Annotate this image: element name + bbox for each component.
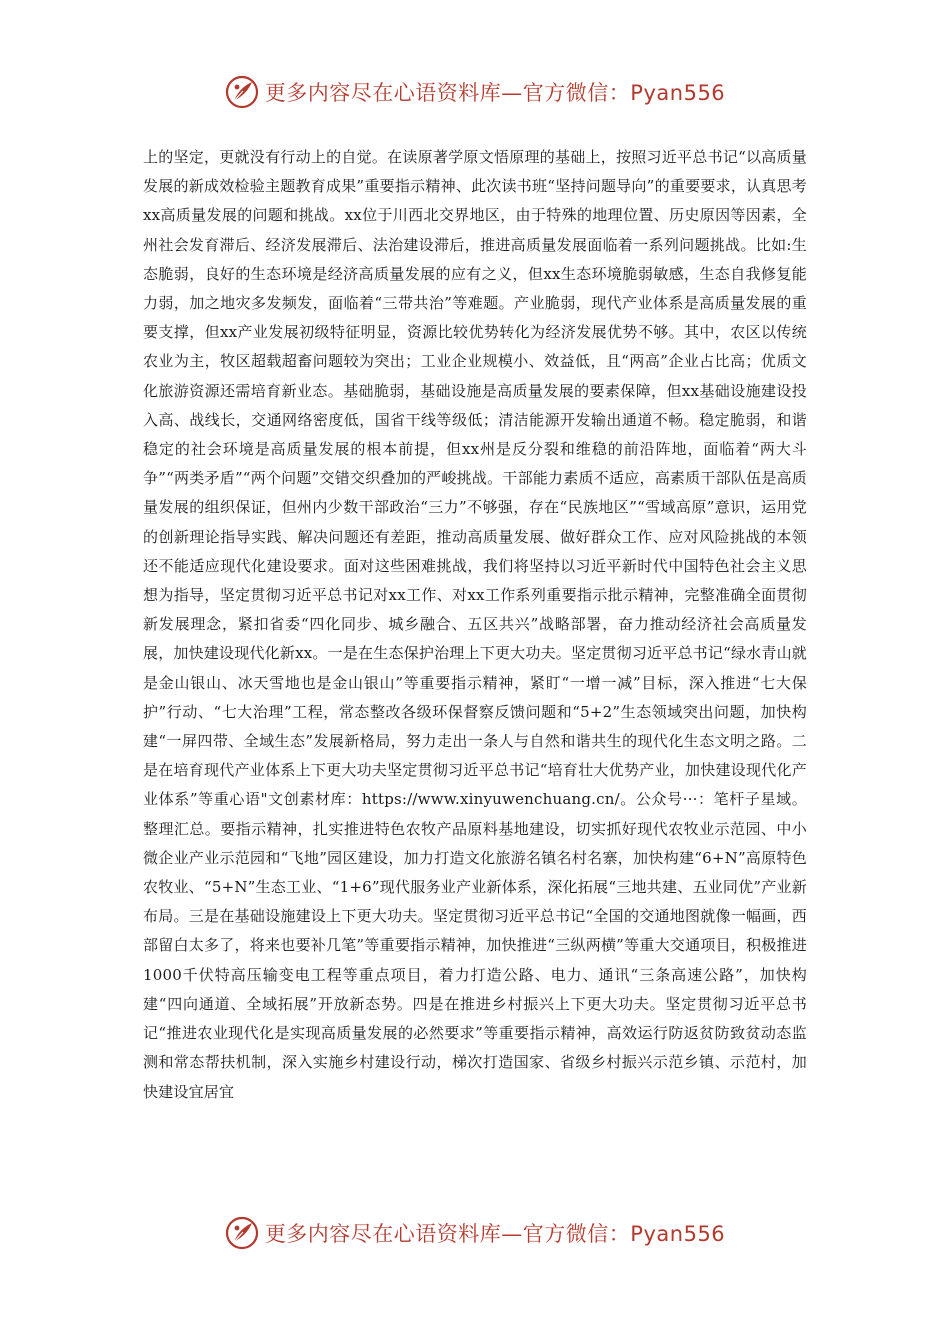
banner-text: 更多内容尽在心语资料库—官方微信：Pyan556	[264, 1222, 726, 1246]
header-banner	[0, 70, 950, 114]
banner-text: 更多内容尽在心语资料库—官方微信：Pyan556	[264, 81, 726, 105]
quill-pen-logo-icon	[225, 1216, 259, 1250]
quill-pen-logo-icon	[225, 75, 259, 109]
footer-banner	[0, 1211, 950, 1255]
body-paragraph: 上的坚定，更就没有行动上的自觉。在读原著学原文悟原理的基础上，按照习近平总书记“以高质量发展的新成效检验主题教育成果”重要指示精神、此次读书班“坚持问题导向”的重要要求，认真思考xx高质量发展的问题和挑战。xx位于川西北交界地区，由于特殊的地理位置、历史原因等因素，全州社会发育滞后、经济发展滞后、法治建设滞后，推进高质量发展面临着一系列问题挑战。比如:生态脆弱，良好的生态环境是经济高质量发展的应有之义，但xx生态环境脆弱敏感，生态自我修复能力弱，加之地灾多发频发，面临着“三带共治”等难题。产业脆弱，现代产业体系是高质量发展的重要支撑，但xx产业发展初级特征明显，资源比较优势转化为经济发展优势不够。其中，农区以传统农业为主，牧区超载超畜问题较为突出；工业企业规模小、效益低，且“两高”企业占比高；优质文化旅游资源还需培育新业态。基础脆弱，基础设施是高质量发展的要素保障，但xx基础设施建设投入高、战线长，交通网络密度低，国省干线等级低；清洁能源开发输出通道不畅。稳定脆弱，和谐稳定的社会环境是高质量发展的根本前提，但xx州是反分裂和维稳的前沿阵地，面临着“两大斗争”“两类矛盾”“两个问题”交错交织叠加的严峻挑战。干部能力素质不适应，高素质干部队伍是高质量发展的组织保证，但州内少数干部政治“三力”不够强，存在“民族地区”“雪域高原”意识，运用党的创新理论指导实践、解决问题还有差距，推动高质量发展、做好群众工作、应对风险挑战的本领还不能适应现代化建设要求。面对这些困难挑战，我们将坚持以习近平新时代中国特色社会主义思想为指导，坚定贯彻习近平总书记对xx工作、对xx工作系列重要指示批示精神，完整准确全面贯彻新发展理念，紧扣省委“四化同步、城乡融合、五区共兴”战略部署，奋力推动经济社会高质量发展，加快建设现代化新xx。一是在生态保护治理上下更大功夫。坚定贯彻习近平总书记“绿水青山就是金山银山、冰天雪地也是金山银山”等重要指示精神，紧盯“一增一减”目标，深入推进“七大保护”行动、“七大治理”工程，常态整改各级环保督察反馈问题和“5+2”生态领域突出问题，加快构建“一屏四带、全域生态”发展新格局，努力走出一条人与自然和谐共生的现代化生态文明之路。二是在培育现代产业体系上下更大功夫坚定贯彻习近平总书记“培育壮大优势产业，加快建设现代化产业体系”等重心语"文创素材库：https://www.xinyuwenchuang.cn/。公众号···：笔杆子星域。整理汇总。要指示精神，扎实推进特色农牧产品原料基地建设，切实抓好现代农牧业示范园、中小微企业产业示范园和“飞地”园区建设，加力打造文化旅游名镇名村名寨，加快构建“6+N”高原特色农牧业、“5+N”生态工业、“1+6”现代服务业产业新体系，深化拓展“三地共建、五业同优”产业新布局。三是在基础设施建设上下更大功夫。坚定贯彻习近平总书记“全国的交通地图就像一幅画，西部留白太多了，将来也要补几笔”等重要指示精神，加快推进“三纵两横”等重大交通项目，积极推进1000千伏特高压输变电工程等重点项目，着力打造公路、电力、通讯“三条高速公路”，加快构建“四向通道、全域拓展”开放新态势。四是在推进乡村振兴上下更大功夫。坚定贯彻习近平总书记“推进农业现代化是实现高质量发展的必然要求”等重要指示精神，高效运行防返贫防致贫动态监测和常态帮扶机制，深入实施乡村建设行动，梯次打造国家、省级乡村振兴示范乡镇、示范村，加快建设宜居宜	[143, 148, 807, 1101]
document-body	[143, 143, 807, 1198]
